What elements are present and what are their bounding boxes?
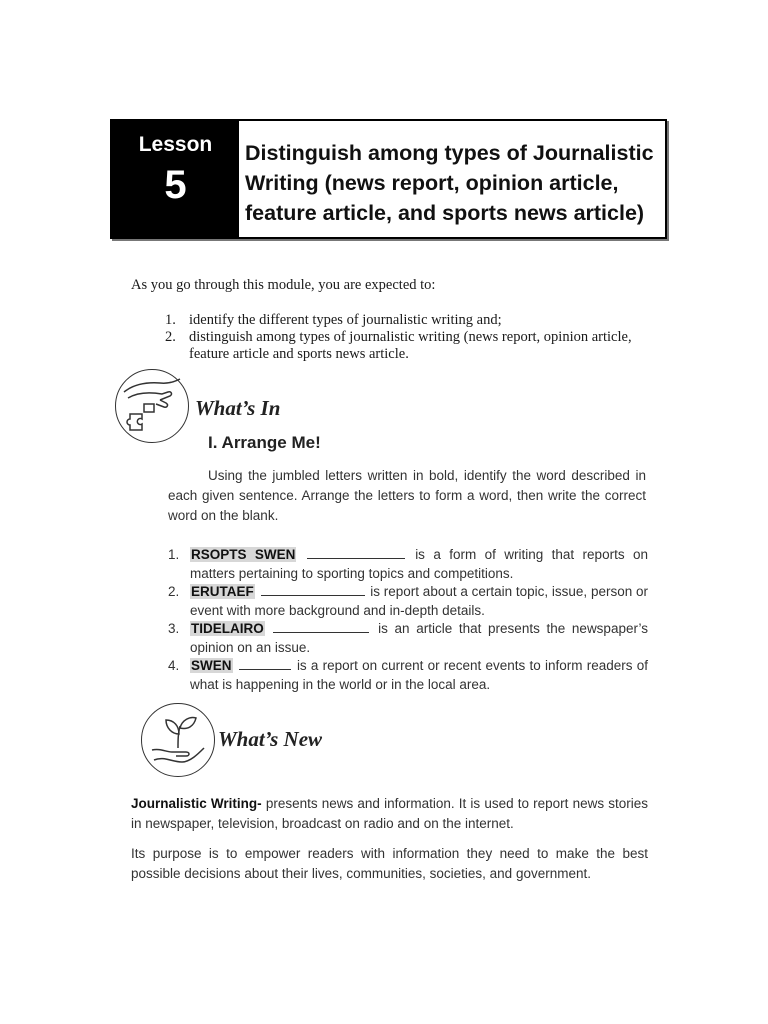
- definition-text: presents news and information. It is used to report news stories in newspaper, television, broadcast on radio and on the internet.: [131, 796, 648, 831]
- item-text: is a form of writing that reports on matters pertaining to sporting topics and competitions.: [190, 547, 648, 581]
- item-text: is report about a certain topic, issue, person or event with more background and in-depth details.: [190, 584, 648, 618]
- jumbled-word: RSOPTS SWEN: [191, 547, 296, 562]
- list-item: [168, 583, 648, 620]
- objective-text: distinguish among types of journalistic writing (news report, opinion article, feature article and sports news article.: [189, 329, 632, 362]
- journalistic-writing-definition: [131, 794, 648, 834]
- whats-in-heading: What’s In: [195, 396, 281, 420]
- item-number: 3.: [168, 621, 180, 636]
- purpose-text: Its purpose is to empower readers with information they need to make the best possible decisions about their lives, communities, societies, and government.: [131, 846, 648, 881]
- lesson-label: Lesson: [138, 133, 213, 156]
- item-number: 1.: [168, 547, 180, 562]
- lesson-title-line: Writing (news report, opinion article,: [245, 171, 619, 195]
- definition-term: Journalistic Writing-: [131, 796, 262, 811]
- lesson-title-line: feature article, and sports news article): [245, 201, 645, 225]
- activity-title: I. Arrange Me!: [208, 433, 321, 452]
- objective-text: identify the different types of journalistic writing and;: [189, 312, 502, 328]
- list-item: [168, 657, 648, 694]
- whats-new-heading: What’s New: [218, 727, 323, 751]
- answer-blank[interactable]: [261, 583, 365, 596]
- answer-blank[interactable]: [307, 546, 405, 559]
- jumbled-word: TIDELAIRO: [191, 621, 264, 636]
- answer-blank[interactable]: [239, 657, 291, 670]
- lesson-number: 5: [164, 163, 187, 207]
- objective-item: [165, 312, 635, 329]
- lesson-header: [110, 119, 667, 239]
- list-item: [168, 620, 648, 657]
- activity-instructions: Using the jumbled letters written in bold, identify the word described in each given sentence. Arrange the letters to form a word, then write the correct word on the blank.: [168, 468, 646, 523]
- seedling-hand-icon: [141, 703, 215, 777]
- item-number: 2.: [168, 584, 180, 599]
- objective-number: 2.: [165, 329, 176, 345]
- list-item: [168, 546, 648, 583]
- item-text: is an article that presents the newspaper’s opinion on an issue.: [190, 621, 648, 655]
- intro-text: As you go through this module, you are expected to:: [131, 277, 436, 293]
- objective-number: 1.: [165, 312, 176, 328]
- lesson-title: [239, 121, 665, 237]
- jumbled-word: SWEN: [191, 658, 232, 673]
- puzzle-hand-icon: [115, 369, 189, 443]
- lesson-badge: [112, 121, 239, 237]
- objective-item: [165, 329, 635, 363]
- objectives-list: [165, 312, 635, 363]
- jumbled-items-list: [168, 546, 648, 694]
- item-number: 4.: [168, 658, 180, 673]
- item-text: is a report on current or recent events to inform readers of what is happening in the world or in the local area.: [190, 658, 648, 692]
- answer-blank[interactable]: [273, 620, 369, 633]
- lesson-title-line: Distinguish among types of Journalistic: [245, 141, 654, 165]
- jumbled-word: ERUTAEF: [191, 584, 254, 599]
